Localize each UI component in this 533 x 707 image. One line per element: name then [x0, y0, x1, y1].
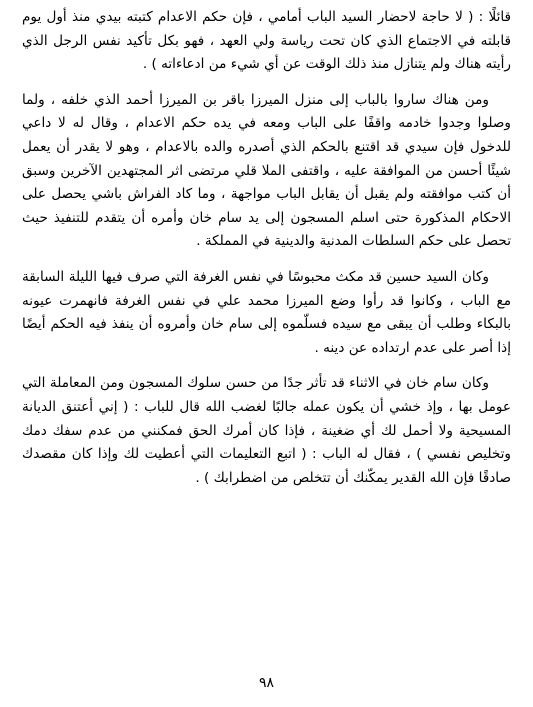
- paragraph-3: وكان السيد حسين قد مكث محبوسًا في نفس الغرفة التي صرف فيها الليلة السابقة مع الباب ، وكانوا قد رأوا وضع الميرزا محمد علي في نفس الغرفة فانهمرت عيونه بالبكاء وطلب أن يبقى مع سيده فسلّموه إلى سام خان وأمروه أن ينفذ فيه الحكم أيضًا إذا أصر على عدم ارتداده عن دينه .: [22, 268, 511, 356]
- paragraph-2: ومن هناك ساروا بالباب إلى منزل الميرزا باقر بن الميرزا أحمد الذي خلفه ، ولما وصلوا وجدوا خادمه واقفًا على الباب ومعه في يده حكم الاعدام ، وقال له لا داعي للدخول فإن سيدي قد اقتنع بالحكم الذي أصدره والده بالاعدام ، وهو لا يقدر أن يعمل شيئًا أحسن من الموافقة عليه ، واقتفى الملا قلي مرتضى اثر المجتهدين الآخرين وسبق أن كتب موافقته ولم يقبل أن يقابل الباب مواجهة ، وما كاد الفراش باشي يحصل على الاحكام المذكورة حتى اسلم المسجون إلى يد سام خان وأمره أن يتقدم للتنفيذ حيث تحصل على حكم السلطات المدنية والدينية في المملكة .: [22, 91, 511, 250]
- page-number: ٩٨: [258, 675, 275, 691]
- paragraph-1: قائلًا : ( لا حاجة لاحضار السيد الباب أمامي ، فإن حكم الاعدام كتبته بيدي منذ أول يوم قابلته في الاجتماع الذي كان تحت رياسة ولي العهد ، فهو بكل تأكيد نفس الرجل الذي رأيته هناك ولم يتنازل منذ ذلك الوقت عن أي شيء من ادعاءاته ) .: [22, 9, 511, 73]
- paragraph-4: وكان سام خان في الاثناء قد تأثر جدًا من حسن سلوك المسجون ومن المعاملة التي عومل بها ، وإذ خشي أن يكون عمله جالبًا لغضب الله قال للباب : ( إني أعتنق الديانة المسيحية ولا أحمل لك أي ضغينة ، فإذا كان أمرك الحق فمكنني من عدم سفك دمك وتخليص نفسي ) ، فقال له الباب : ( اتبع التعليمات التي أعطيت لك وإذا كان مقصدك صادقًا فإن الله القدير يمكّنك أن تتخلص من اضطرابك ) .: [22, 375, 511, 486]
